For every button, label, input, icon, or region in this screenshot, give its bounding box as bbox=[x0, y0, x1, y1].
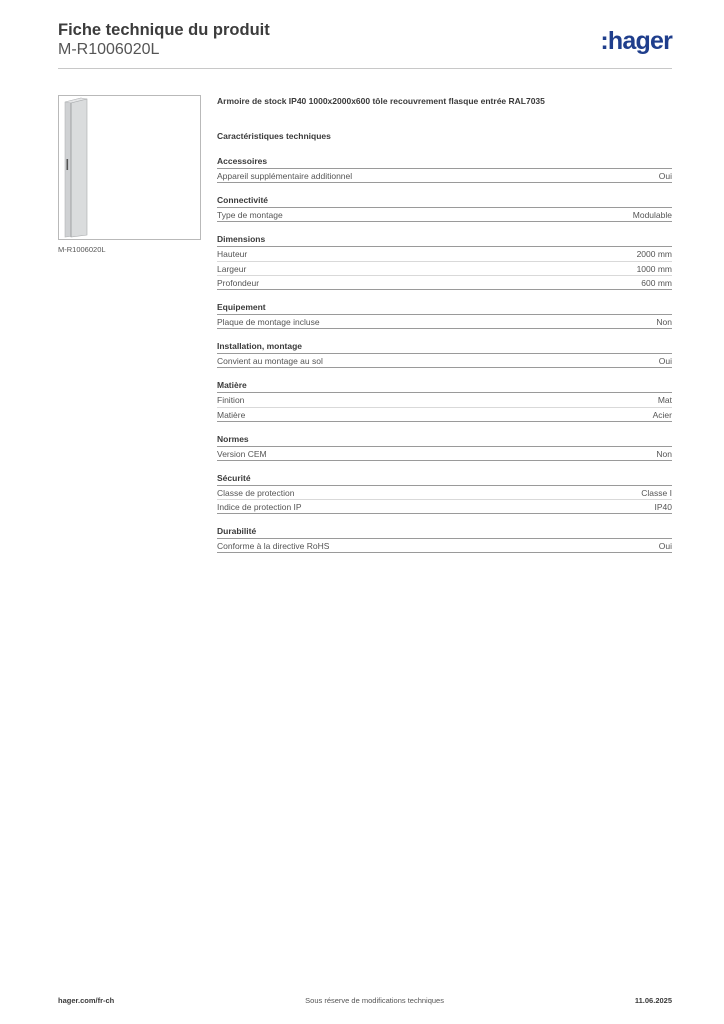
product-description: Armoire de stock IP40 1000x2000x600 tôle recouvrement flasque entrée RAL7035 bbox=[217, 96, 545, 106]
spec-section-title: Matière bbox=[217, 380, 672, 393]
spec-value: Acier bbox=[652, 409, 672, 420]
spec-label: Appareil supplémentaire additionnel bbox=[217, 171, 353, 181]
spec-row bbox=[217, 354, 672, 368]
spec-value: Oui bbox=[658, 356, 672, 367]
characteristics-title: Caractéristiques techniques bbox=[217, 131, 331, 141]
hager-logo: :hager bbox=[600, 27, 672, 55]
spec-value: Non bbox=[656, 448, 672, 459]
spec-section-title: Installation, montage bbox=[217, 341, 672, 354]
spec-section bbox=[217, 434, 672, 461]
spec-section-title: Accessoires bbox=[217, 156, 672, 169]
spec-section bbox=[217, 156, 672, 183]
spec-section-title: Durabilité bbox=[217, 526, 672, 539]
spec-value: Modulable bbox=[632, 210, 672, 221]
spec-value: Oui bbox=[658, 541, 672, 552]
spec-value: 2000 mm bbox=[636, 249, 672, 260]
spec-label: Indice de protection IP bbox=[217, 502, 302, 513]
spec-row bbox=[217, 169, 672, 183]
spec-label: Conforme à la directive RoHS bbox=[217, 541, 330, 552]
document-header bbox=[58, 20, 672, 60]
spec-label: Finition bbox=[217, 395, 245, 406]
spec-row bbox=[217, 500, 672, 514]
spec-value: IP40 bbox=[654, 502, 672, 513]
spec-row bbox=[217, 276, 672, 290]
spec-row bbox=[217, 315, 672, 329]
spec-row bbox=[217, 262, 672, 276]
spec-label: Hauteur bbox=[217, 249, 248, 260]
spec-value: 1000 mm bbox=[636, 263, 672, 274]
page-footer bbox=[58, 996, 672, 1005]
spec-label: Largeur bbox=[217, 263, 247, 274]
spec-section-title: Sécurité bbox=[217, 473, 672, 486]
spec-label: Profondeur bbox=[217, 277, 260, 288]
spec-section bbox=[217, 380, 672, 421]
cabinet-illustration bbox=[59, 96, 200, 239]
spec-value: Mat bbox=[657, 395, 672, 406]
spec-value: Classe I bbox=[641, 487, 672, 498]
spec-label: Type de montage bbox=[217, 210, 283, 221]
spec-row bbox=[217, 393, 672, 407]
image-caption: M-R1006020L bbox=[58, 245, 106, 254]
spec-label: Convient au montage au sol bbox=[217, 356, 323, 367]
spec-row bbox=[217, 486, 672, 500]
spec-section bbox=[217, 302, 672, 329]
spec-value: Oui bbox=[658, 171, 672, 181]
footer-notice: Sous réserve de modifications techniques bbox=[305, 996, 444, 1005]
product-image bbox=[58, 95, 201, 240]
spec-row bbox=[217, 408, 672, 422]
spec-section bbox=[217, 341, 672, 368]
product-reference: M-R1006020L bbox=[58, 41, 160, 58]
spec-label: Plaque de montage incluse bbox=[217, 316, 320, 327]
spec-row bbox=[217, 539, 672, 553]
spec-section-title: Dimensions bbox=[217, 234, 672, 247]
spec-section bbox=[217, 526, 672, 553]
spec-value: Non bbox=[656, 316, 672, 327]
characteristics-list bbox=[217, 156, 672, 553]
spec-section bbox=[217, 473, 672, 514]
spec-row bbox=[217, 208, 672, 222]
spec-row bbox=[217, 247, 672, 261]
spec-section-title: Equipement bbox=[217, 302, 672, 315]
header-divider bbox=[58, 68, 672, 69]
footer-website: hager.com/fr-ch bbox=[58, 996, 115, 1005]
spec-row bbox=[217, 447, 672, 461]
footer-date: 11.06.2025 bbox=[634, 996, 672, 1005]
spec-section bbox=[217, 195, 672, 222]
spec-label: Version CEM bbox=[217, 448, 267, 459]
spec-value: 600 mm bbox=[641, 277, 672, 288]
spec-section bbox=[217, 234, 672, 290]
spec-label: Matière bbox=[217, 409, 246, 420]
page-title: Fiche technique du produit bbox=[58, 21, 270, 39]
spec-label: Classe de protection bbox=[217, 487, 295, 498]
spec-section-title: Normes bbox=[217, 434, 672, 447]
spec-section-title: Connectivité bbox=[217, 195, 672, 208]
datasheet-content bbox=[217, 95, 672, 553]
